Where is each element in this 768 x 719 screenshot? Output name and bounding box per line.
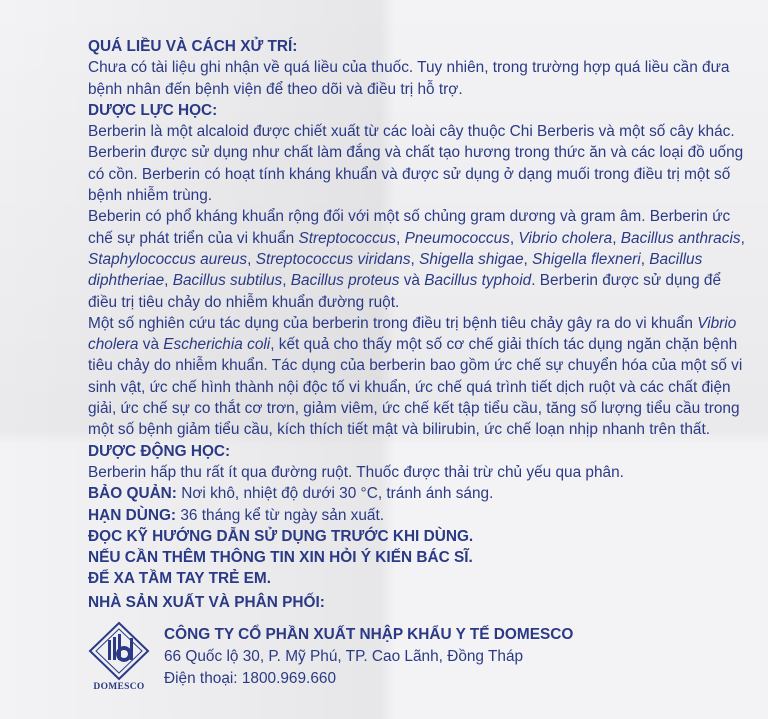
expiry-text: 36 tháng kể từ ngày sản xuất. bbox=[176, 506, 385, 524]
p2-end: . Berberin được sử dụng để điều trị tiêu chảy do nhiễm khuẩn đường ruột. bbox=[88, 272, 722, 311]
storage-text: Nơi khô, nhiệt độ dưới 30 °C, tránh ánh sáng. bbox=[176, 485, 494, 503]
storage-label: BẢO QUẢN: bbox=[88, 485, 177, 503]
company-phone: Điện thoại: 1800.969.660 bbox=[164, 670, 337, 687]
domesco-logo-icon bbox=[86, 620, 152, 682]
leaflet-content bbox=[88, 36, 748, 590]
warning-read-instructions: ĐỌC KỸ HƯỚNG DẪN SỬ DỤNG TRƯỚC KHI DÙNG. bbox=[88, 527, 474, 545]
bacteria-name: Bacillus subtilus bbox=[172, 272, 283, 290]
bacteria-name: Shigella shigae bbox=[419, 250, 524, 268]
manufacturer-heading: NHÀ SẢN XUẤT VÀ PHÂN PHỐI: bbox=[88, 594, 325, 611]
pharmacodynamics-heading: DƯỢC LỰC HỌC: bbox=[88, 101, 218, 119]
bacteria-name: Bacillus diphtheriae bbox=[88, 250, 703, 290]
bacteria-name: Streptococcus viridans bbox=[255, 250, 411, 268]
storage-line bbox=[88, 483, 748, 504]
pharmacokinetics-heading: DƯỢC ĐỘNG HỌC: bbox=[88, 442, 231, 460]
bacteria-name: Streptococcus bbox=[298, 229, 397, 247]
bacteria-name: Staphylococcus aureus bbox=[88, 250, 248, 268]
pharmacokinetics-text: Berberin hấp thu rất ít qua đường ruột. Thuốc được thải trừ chủ yếu qua phân. bbox=[88, 463, 624, 481]
warning-ask-doctor: NẾU CẦN THÊM THÔNG TIN XIN HỎI Ý KIẾN BÁC SĨ. bbox=[88, 549, 473, 567]
manufacturer-section bbox=[88, 592, 748, 613]
pharmacodynamics-paragraph-2 bbox=[88, 206, 748, 312]
warning-keep-away-children: ĐỂ XA TẦM TAY TRẺ EM. bbox=[88, 570, 271, 588]
expiry-line bbox=[88, 505, 748, 526]
pharmacodynamics-paragraph-3 bbox=[88, 313, 748, 441]
domesco-logo bbox=[86, 620, 152, 700]
bacteria-name: Bacillus anthracis bbox=[620, 229, 741, 247]
overdose-text: Chưa có tài liệu ghi nhận về quá liều của thuốc. Tuy nhiên, trong trường hợp quá liều cần đưa bệnh nhân đến bệnh viện để theo dõi và điều trị hỗ trợ. bbox=[88, 59, 730, 98]
bacteria-name: Vibrio cholera bbox=[518, 229, 613, 247]
p3-vibrio: Vibrio cholera bbox=[88, 314, 737, 354]
p3-end: , kết quả cho thấy một số cơ chế giải thích tác dụng ngăn chặn bệnh tiêu chảy do nhiễm khuẩn. Tác dụng của berberin bao gồm ức chế sự chuyển hóa của một số vi sinh vật, ức chế hình thành nội độc tố vi khuẩn, ức chế quá trình tiết dịch ruột và các chất điện giải, ức chế sự co thắt cơ trơn, giảm viêm, ức chế kết tập tiểu cầu, tăng số lượng tiểu cầu trong một số bệnh giảm tiểu cầu, kích thích tiết mật và bilirubin, ức chế loạn nhịp nhanh trên thất. bbox=[88, 336, 743, 439]
bacteria-name: Shigella flexneri bbox=[532, 250, 641, 268]
bacteria-list: Streptococcus, Pneumococcus, Vibrio cholera, Bacillus anthracis, Staphylococcus aureus, Streptococcus viridans, Shigella shigae, Shigella flexneri, Bacillus diphtheriae, Bacillus subtilus, Bacillus proteus và Bacillus typhoid bbox=[88, 229, 745, 290]
logo-wordmark: DOMESCO bbox=[93, 682, 145, 692]
company-address: 66 Quốc lộ 30, P. Mỹ Phú, TP. Cao Lãnh, Đồng Tháp bbox=[164, 648, 524, 665]
p3-start: Một số nghiên cứu tác dụng của berberin trong điều trị bệnh tiêu chảy gây ra do vi khuẩn bbox=[88, 314, 698, 332]
bacteria-name: Pneumococcus bbox=[404, 229, 510, 247]
overdose-heading: QUÁ LIỀU VÀ CÁCH XỬ TRÍ: bbox=[88, 38, 298, 55]
p2-start: Beberin có phổ kháng khuẩn rộng đối với một số chủng gram dương và gram âm. Berberin ức chế sự phát triển của vi khuẩn bbox=[88, 208, 731, 247]
p3-and: và bbox=[138, 336, 164, 354]
bacteria-name: Bacillus typhoid bbox=[424, 272, 532, 290]
expiry-label: HẠN DÙNG: bbox=[88, 506, 177, 524]
pharmacodynamics-paragraph-1: Berberin là một alcaloid được chiết xuất từ các loài cây thuộc Chi Berberis và một số cây khác. Berberin được sử dụng như chất làm đắng và chất tạo hương trong thức ăn và các loại đồ uống có cồn. Berberin có hoạt tính kháng khuẩn và được sử dụng ở dạng muối trong điều trị một số bệnh nhiễm trùng. bbox=[88, 123, 744, 205]
p3-ecoli: Escherichia coli bbox=[163, 336, 271, 354]
bacteria-name: Bacillus proteus bbox=[290, 272, 400, 290]
company-name: CÔNG TY CỔ PHẦN XUẤT NHẬP KHẨU Y TẾ DOMESCO bbox=[164, 626, 574, 643]
company-block bbox=[164, 624, 724, 690]
